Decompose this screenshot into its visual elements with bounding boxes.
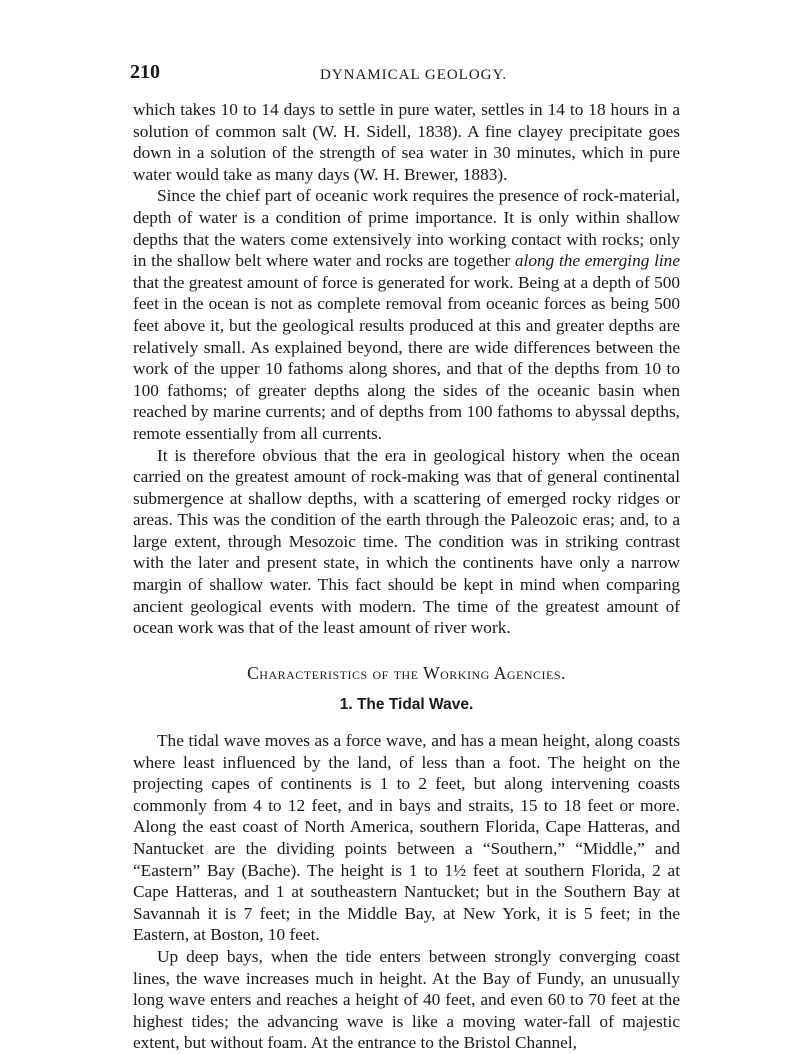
page-header [130,62,680,92]
page-body [133,99,680,1054]
paragraph-continued: which takes 10 to 14 days to settle in pure water, settles in 14 to 18 hours in a solution of common salt (W. H. Sidell, 1838). A fine clayey precipitate goes down in a solution of the strength of sea water in 30 minutes, which in pure water would take as many days (W. H. Brewer, 1883). [133,100,680,184]
subsection-title: 1. The Tidal Wave. [339,696,474,714]
paragraph-deep-bays: Up deep bays, when the tide enters between strongly converging coast lines, the wave increases much in height. At the Bay of Fundy, an unusually long wave enters and reaches a height of 40 feet, and even 60 to 70 feet at the highest tides; the advancing wave is like a moving water-fall of majestic extent, but without foam. At the entrance to the Bristol Channel, [133,946,680,1053]
page-number: 210 [130,61,160,83]
paragraph-text: that the greatest amount of force is generated for work. Being at a depth of 500 feet in the ocean is not as complete removal from oceanic forces as being 500 feet above it, but the geological results produced at this and greater depths are relatively small. As explained beyond, there are wide differences between the work of the upper 10 fathoms along shores, and that of the depths from 10 to 100 fathoms; of greater depths along the sides of the oceanic basin when reached by marine currents; and of depths from 100 fathoms to abyssal depths, remote essentially from all currents. [133,272,680,443]
emphasis-text: along the emerging line [514,251,680,271]
paragraph-oceanic-work [133,185,680,444]
section-title: Characteristics of the Working Agencies. [247,662,566,683]
paragraph-text: Since the chief part of oceanic work requires the presence of rock-material, depth of water is a condition of prime importance. It is only within shallow depths that the waters come extensively into working contact with rocks; only in the shallow belt where water and rocks are together [133,186,680,271]
paragraph-tidal-wave: The tidal wave moves as a force wave, and has a mean height, along coasts where least influenced by the land, of less than a foot. The height on the projecting capes of continents is 1 to 2 feet, but along intervening coasts commonly from 4 to 12 feet, and in bays and straits, 15 to 18 feet or more. Along the east coast of North America, southern Florida, Cape Hatteras, and Nantucket are the dividing points between a “Southern,” “Middle,” and “Eastern” Bay (Bache). The height is 1 to 1½ feet at southern Florida, 2 at Cape Hatteras, and 1 at southeastern Nantucket; but in the Southern Bay at Savannah it is 7 feet; in the Middle Bay, at New York, it is 5 feet; in the Eastern, at Boston, 10 feet. [133,731,680,945]
paragraph-geological-era: It is therefore obvious that the era in geological history when the ocean carried on the greatest amount of rock-making was that of general continental submergence at shallow depths, with a scattering of emerged rocky ridges or areas. This was the condition of the earth through the Paleozoic eras; and, to a large extent, through Mesozoic time. The condition was in striking contrast with the later and present state, in which the continents have only a narrow margin of shallow water. This fact should be kept in mind when comparing ancient geological events with modern. The time of the greatest amount of ocean work was that of the least amount of river work. [133,445,680,638]
running-title: DYNAMICAL GEOLOGY. [320,67,508,83]
